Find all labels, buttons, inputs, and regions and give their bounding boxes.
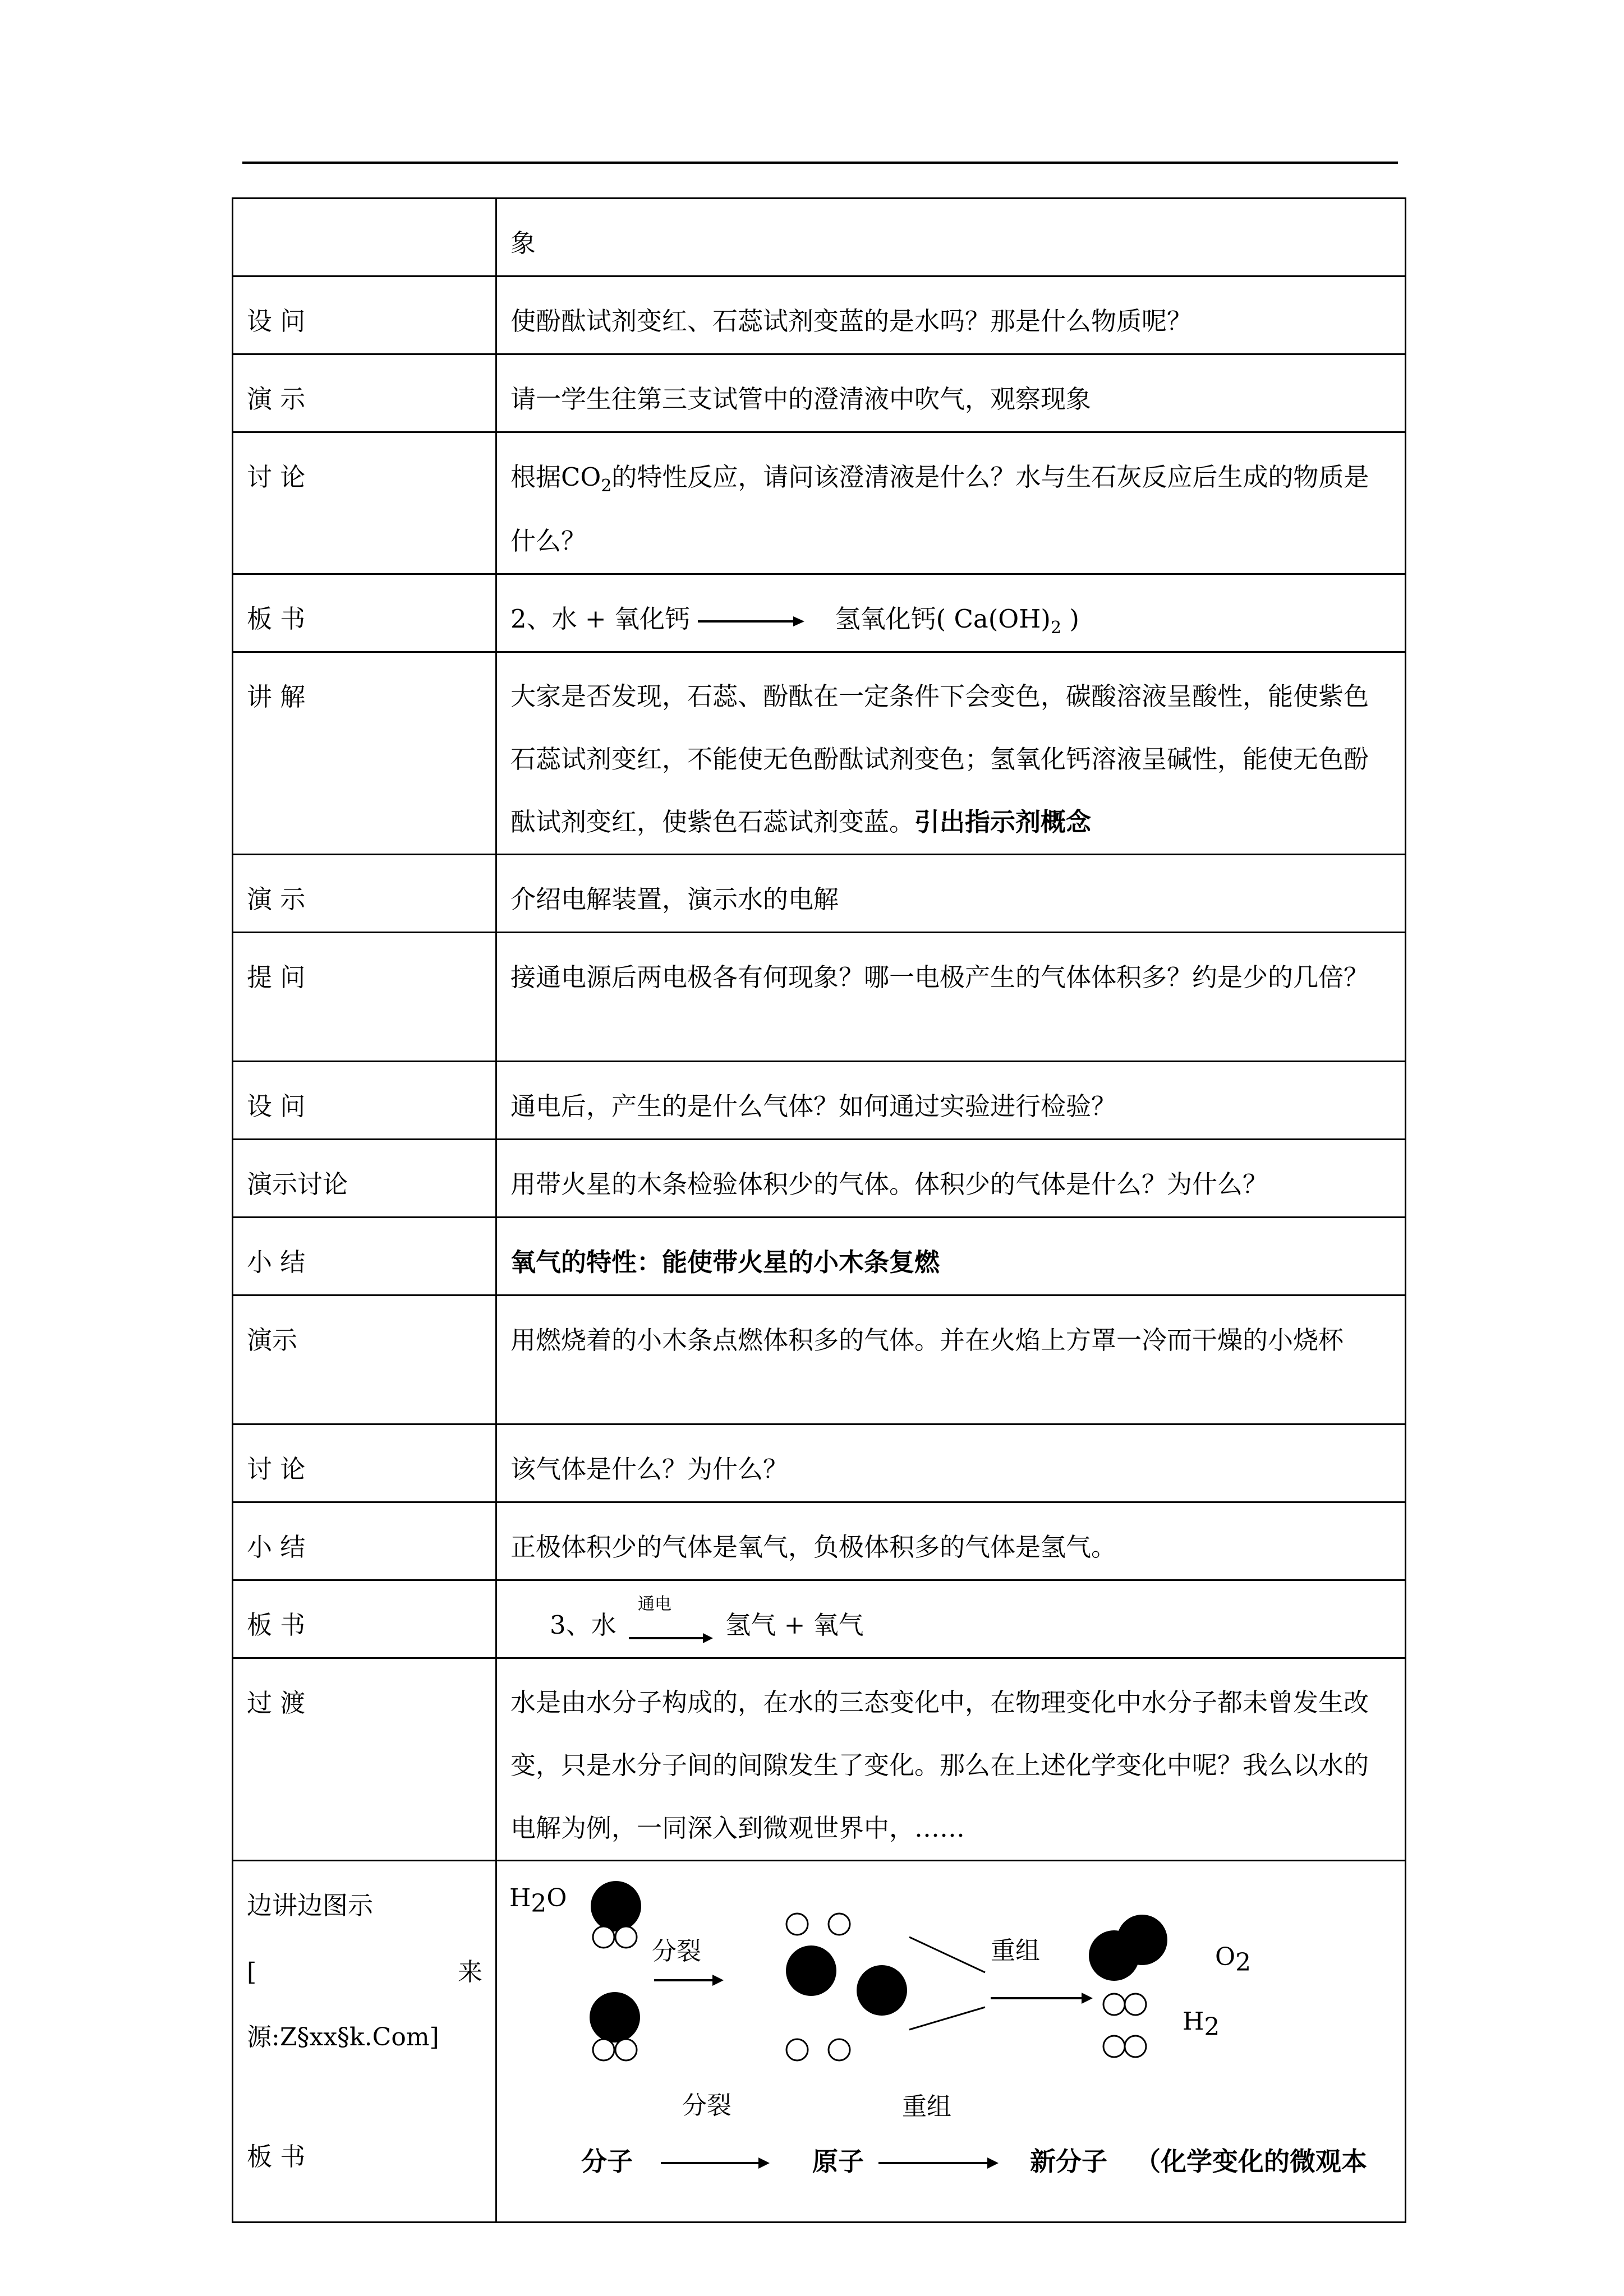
electrolysis-arrow-icon: [629, 1632, 713, 1644]
row-label: 小 结: [233, 1502, 496, 1580]
eq-reactant-water: 3、水: [550, 1610, 617, 1640]
flow-recombine-label: 重组: [902, 2092, 951, 2121]
h2-label: H2: [1183, 2007, 1220, 2041]
molecule-label: 分子: [581, 2146, 633, 2177]
table-row: [233, 855, 1406, 933]
row-label: 设 问: [233, 1062, 496, 1140]
row-label: 演 示: [233, 855, 496, 933]
conclusion-label: （化学变化的微观本: [1135, 2146, 1367, 2177]
flow-arrow-2-icon: [878, 2157, 999, 2169]
split-arrow-icon: [654, 1975, 724, 1986]
table-row: [233, 1062, 1406, 1140]
hydrogen-atom-icon: [1103, 1994, 1125, 2015]
row-content: 用燃烧着的小木条点燃体积多的气体。并在火焰上方罩一冷而干燥的小烧杯: [496, 1295, 1406, 1424]
hydrogen-molecules: [1103, 1994, 1146, 2057]
oxygen-molecule: [1089, 1915, 1167, 1981]
table-row: [233, 354, 1406, 432]
hydrogen-atom-icon: [593, 2039, 614, 2060]
recombine-label: 重组: [991, 1937, 1040, 1965]
table-row: [233, 1502, 1406, 1580]
oxygen-atom-icon: [1117, 1915, 1167, 1965]
table-row: [233, 1140, 1406, 1218]
row-label: [233, 199, 496, 276]
recombine-arrow-icon: [991, 1993, 1093, 2004]
row-label: 演 示: [233, 354, 496, 432]
table-row: [233, 1658, 1406, 1861]
hydrogen-atom-icon: [786, 2039, 808, 2060]
table-row: [233, 276, 1406, 354]
electrolysis-diagram: [497, 1861, 1406, 2209]
row-label: 讲 解: [233, 652, 496, 855]
row-content: 接通电源后两电极各有何现象？哪一电极产生的气体体积多？约是少的几倍？: [496, 933, 1406, 1062]
eq-subscript: 2: [1050, 618, 1062, 638]
lesson-plan-table: [232, 197, 1406, 2223]
hydrogen-atom-icon: [1125, 2036, 1146, 2057]
hydrogen-atom-icon: [593, 1926, 614, 1948]
row-content: 根据$CO_2$的特性反应，请问该澄清液是什么？水与生石灰反应后生成的物质是什么？: [496, 432, 1406, 574]
table-row: [233, 432, 1406, 574]
flow-split-label: 分裂: [682, 2091, 732, 2120]
row-content-bold: 氧气的特性：能使带火星的小木条复燃: [496, 1218, 1406, 1295]
water-molecule-2: [590, 1992, 640, 2060]
hydrogen-atom-icon: [1125, 1994, 1146, 2015]
table-row: [233, 1424, 1406, 1502]
hydrogen-atom-icon: [829, 2039, 850, 2060]
row-label: 演示: [233, 1295, 496, 1424]
row-content: 请一学生往第三支试管中的澄清液中吹气，观察现象: [496, 354, 1406, 432]
row-content: 大家是否发现，石蕊、酚酞在一定条件下会变色，碳酸溶液呈酸性，能使紫色石蕊试剂变红，不能使无色酚酞试剂变色；氢氧化钙溶液呈碱性，能使无色酚酞试剂变红，使紫色石蕊试剂变蓝。引出指示剂概念: [496, 652, 1406, 855]
row-label: 板 书: [233, 1580, 496, 1658]
hydrogen-atom-icon: [615, 1926, 637, 1948]
electrolysis-diagram-cell: [496, 1861, 1406, 2223]
row-content: 水是由水分子构成的，在水的三态变化中，在物理变化中水分子都未曾发生改变，只是水分子间的间隙发生了变化。那么在上述化学变化中呢？我么以水的电解为例，一同深入到微观世界中，……: [496, 1658, 1406, 1861]
hydrogen-atom-icon: [615, 2039, 637, 2060]
row-content: 该气体是什么？为什么？: [496, 1424, 1406, 1502]
atom-label: 原子: [812, 2146, 864, 2177]
eq-products: 氢氧化钙( Ca(OH): [835, 604, 1051, 634]
row-content: 正极体积少的气体是氧气，负极体积多的气体是氢气。: [496, 1502, 1406, 1580]
row-label: 讨 论: [233, 432, 496, 574]
row-label: 板 书: [233, 574, 496, 652]
table-row: [233, 1861, 1406, 2223]
table-row: [233, 1580, 1406, 1658]
separated-atoms: [786, 1914, 907, 2060]
recombine-lines: [909, 1937, 985, 2030]
table-row: [233, 933, 1406, 1062]
eq-products-h2-o2: 氢气 + 氧气: [725, 1610, 864, 1640]
eq-condition: 通电: [637, 1594, 671, 1614]
hydrogen-atom-icon: [786, 1914, 808, 1935]
bold-highlight: 引出指示剂概念: [914, 807, 1092, 837]
table-row: [233, 1295, 1406, 1424]
row-content: 使酚酞试剂变红、石蕊试剂变蓝的是水吗？那是什么物质呢？: [496, 276, 1406, 354]
row-content: 用带火星的木条检验体积少的气体。体积少的气体是什么？为什么？: [496, 1140, 1406, 1218]
row-label: 提 问: [233, 933, 496, 1062]
row-label-multi: [233, 1861, 496, 2223]
row-content: 介绍电解装置，演示水的电解: [496, 855, 1406, 933]
label-top: 边讲边图示: [247, 1891, 374, 1920]
row-content: 象: [496, 199, 1406, 276]
oxygen-atom-icon: [786, 1945, 836, 1996]
table-row: [233, 199, 1406, 276]
hydrogen-atom-icon: [1103, 2036, 1125, 2057]
row-content: 通电后，产生的是什么气体？如何通过实验进行检验？: [496, 1062, 1406, 1140]
split-label: 分裂: [652, 1937, 701, 1966]
reaction-arrow-icon: [698, 615, 804, 628]
oxygen-atom-icon: [857, 1965, 907, 2016]
row-label: 讨 论: [233, 1424, 496, 1502]
oxygen-atom-icon: [590, 1992, 640, 2043]
h2o-label: H2O: [509, 1884, 567, 1918]
row-label: 小 结: [233, 1218, 496, 1295]
row-label: 演示讨论: [233, 1140, 496, 1218]
table-row: [233, 652, 1406, 855]
row-label: 过 渡: [233, 1658, 496, 1861]
co2-subscript: 2: [601, 476, 612, 496]
label-bottom: 板 书: [247, 2142, 306, 2171]
source-note: [ 来 源:Z§xx§k.Com]: [247, 1958, 482, 2051]
flow-arrow-1-icon: [661, 2157, 770, 2169]
header-rule: [242, 162, 1398, 164]
row-label: 设 问: [233, 276, 496, 354]
equation-cao: 2、水 + 氧化钙 氢氧化钙( $Ca(OH)_2$ ): [496, 574, 1406, 652]
water-molecule-1: [591, 1881, 641, 1948]
eq-reactants: 2、水 + 氧化钙: [510, 604, 690, 634]
o2-label: O2: [1215, 1943, 1252, 1977]
new-molecule-label: 新分子: [1030, 2146, 1107, 2177]
equation-electrolysis: [496, 1580, 1406, 1658]
table-row: [233, 574, 1406, 652]
table-row: [233, 1218, 1406, 1295]
hydrogen-atom-icon: [829, 1914, 850, 1935]
oxygen-atom-icon: [591, 1881, 641, 1931]
